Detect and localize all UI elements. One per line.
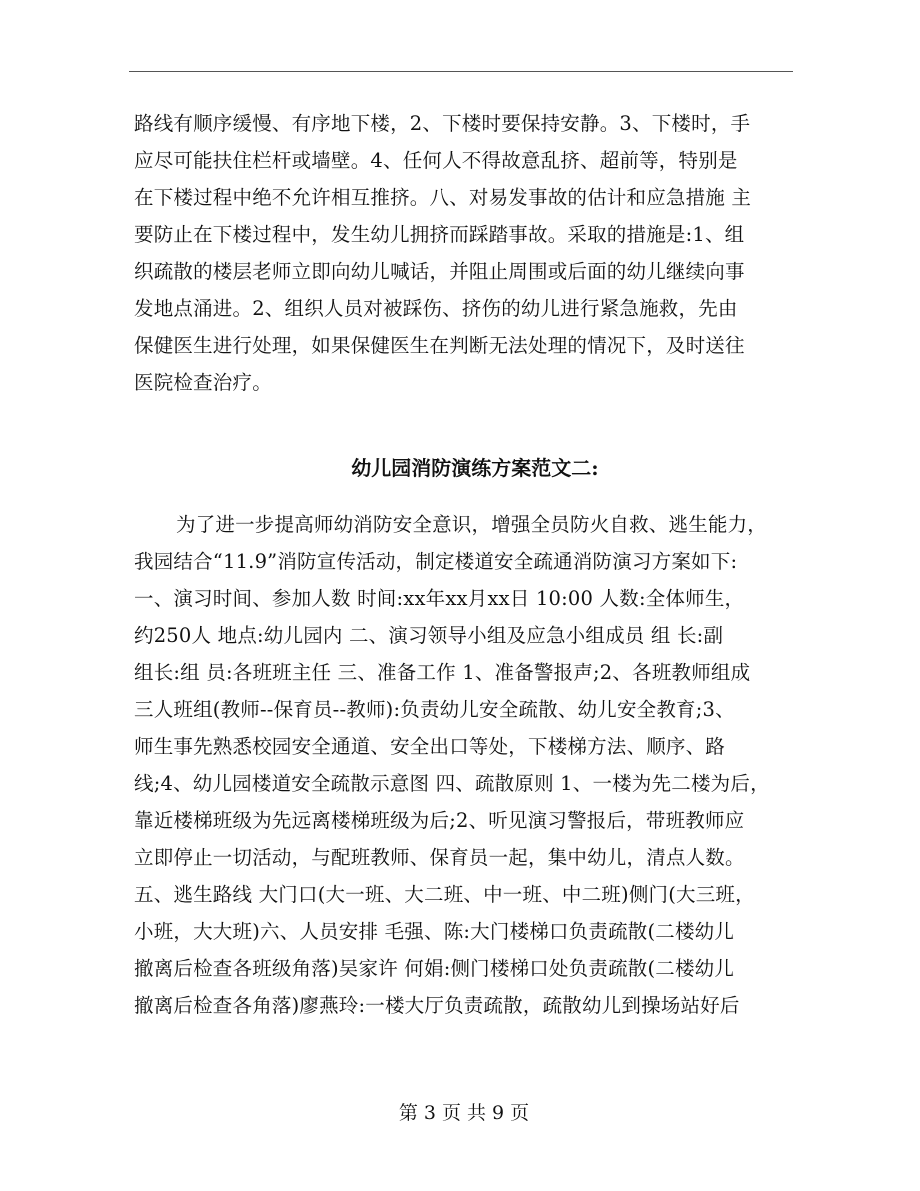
text-line: 三人班组(教师--保育员--教师):负责幼儿安全疏散、幼儿安全教育;3、 bbox=[134, 698, 735, 721]
text-line: 为了进一步提高师幼消防安全意识，增强全员防火自救、逃生能力， bbox=[176, 513, 768, 536]
header-rule bbox=[129, 71, 793, 72]
text-line: 医院检查治疗。 bbox=[134, 371, 272, 394]
text-line: 五、逃生路线 大门口(大一班、大二班、中一班、中二班)侧门(大三班， bbox=[134, 883, 755, 906]
body-text-section-1 bbox=[134, 105, 794, 401]
text-line: 组长:组 员:各班班主任 三、准备工作 1、准备警报声;2、各班教师组成 bbox=[134, 661, 751, 684]
text-line: 小班，大大班)六、人员安排 毛强、陈:大门楼梯口负责疏散(二楼幼儿 bbox=[134, 920, 735, 943]
text-line: 约250人 地点:幼儿园内 二、演习领导小组及应急小组成员 组 长:副 bbox=[134, 624, 724, 647]
text-line: 保健医生进行处理，如果保健医生在判断无法处理的情况下，及时送往 bbox=[134, 334, 745, 357]
text-line: 立即停止一切活动，与配班教师、保育员一起，集中幼儿，清点人数。 bbox=[134, 846, 745, 869]
body-text-section-2 bbox=[134, 506, 794, 1024]
text-line: 我园结合“11.9”消防宣传活动，制定楼道安全疏通消防演习方案如下: bbox=[134, 550, 738, 573]
text-line: 靠近楼梯班级为先远离楼梯班级为后;2、听见演习警报后，带班教师应 bbox=[134, 809, 745, 832]
text-line: 在下楼过程中绝不允许相互推挤。八、对易发事故的估计和应急措施 主 bbox=[134, 186, 752, 209]
text-line: 应尽可能扶住栏杆或墙壁。4、任何人不得故意乱挤、超前等，特别是 bbox=[134, 149, 738, 172]
text-line: 发地点涌进。2、组织人员对被踩伤、挤伤的幼儿进行紧急施救，先由 bbox=[134, 297, 738, 320]
section-heading: 幼儿园消防演练方案范文二: bbox=[351, 456, 599, 480]
page-number-footer: 第 3 页 共 9 页 bbox=[398, 1102, 530, 1124]
text-line: 撤离后检查各班级角落)吴家许 何娟:侧门楼梯口处负责疏散(二楼幼儿 bbox=[134, 957, 735, 980]
text-line: 撤离后检查各角落)廖燕玲:一楼大厅负责疏散，疏散幼儿到操场站好后 bbox=[134, 994, 740, 1017]
text-line: 要防止在下楼过程中，发生幼儿拥挤而踩踏事故。采取的措施是:1、组 bbox=[134, 223, 745, 246]
text-line: 师生事先熟悉校园安全通道、安全出口等处，下楼梯方法、顺序、路 bbox=[134, 735, 726, 758]
text-line: 路线有顺序缓慢、有序地下楼，2、下楼时要保持安静。3、下楼时，手 bbox=[134, 112, 751, 135]
text-line: 线;4、幼儿园楼道安全疏散示意图 四、疏散原则 1、一楼为先二楼为后， bbox=[134, 772, 770, 795]
text-line: 织疏散的楼层老师立即向幼儿喊话，并阻止周围或后面的幼儿继续向事 bbox=[134, 260, 745, 283]
text-line: 一、演习时间、参加人数 时间:xx年xx月xx日 10:00 人数:全体师生， bbox=[134, 587, 745, 610]
